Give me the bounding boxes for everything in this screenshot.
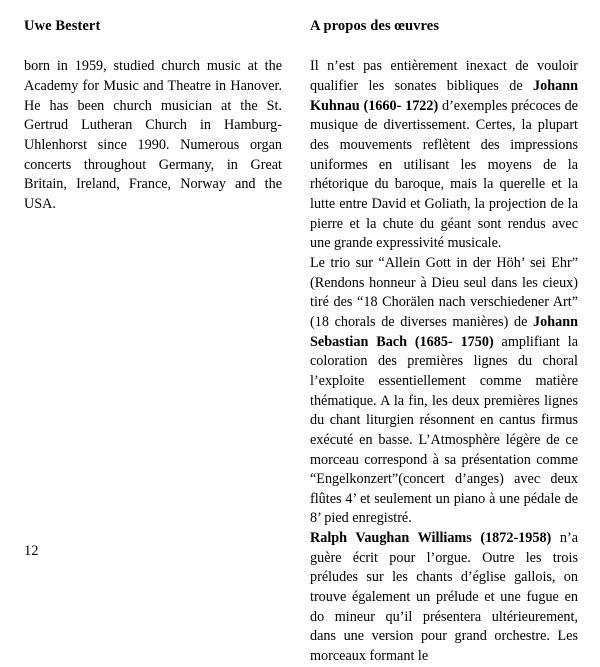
right-column xyxy=(310,18,578,667)
page-number: 12 xyxy=(24,543,39,559)
composer-name: Johann Kuhnau (1660- 1722) xyxy=(310,78,578,114)
left-column-heading: Uwe Bestert xyxy=(24,18,101,34)
composer-name: Johann Sebastian Bach (1685- 1750) xyxy=(310,313,578,350)
text-run: d’exemples précoces de musique de divertissement. Certes, la plupart des mouvements reflètent des impressions uniformes en utilisant les moyens de la rhétorique du baroque, mais la querelle et la lutte entre David et Goliath, la projection de la pierre et la chute du géant sont rendus avec une grande expressivité musicale. xyxy=(310,97,578,252)
text-run: Il n’est pas entièrement inexact de vouloir qualifier les sonates bibliques de xyxy=(310,58,578,95)
right-column-body xyxy=(310,57,578,666)
left-column xyxy=(24,18,282,215)
text-run: amplifiant la coloration des premières lignes du choral l’exploite essentiellement comme matière thématique. A la fin, les deux premières lignes du chant liturgien résonnent en cantus firmus exécuté en basse. L’Atmosphère légère de ce morceau correspond à sa présentation comme “Engelkonzert”(concert d’anges) avec deux flûtes 4’ et seulement un piano à une pédale de 8’ pied enregistré. xyxy=(310,333,578,527)
left-column-body: born in 1959, studied church music at the Academy for Music and Theatre in Hanover. He has been church musician at the St. Gertrud Lutheran Church in Hamburg-Uhlenhorst since 1990. Numerous organ concerts throughout Germany, in Great Britain, Ireland, France, Norway and the USA. xyxy=(24,58,282,212)
text-run: Le trio sur “Allein Gott in der Höh’ sei Ehr” (Rendons honneur à Dieu seul dans les cieux) tiré des “18 Chorälen nach verschiedener Art” (18 chorals de diverses manières) de xyxy=(310,254,578,330)
composer-name: Ralph Vaughan Williams (1872-1958) xyxy=(310,530,552,547)
right-column-heading: A propos des œuvres xyxy=(310,18,440,34)
text-run: n’a guère écrit pour l’orgue. Outre les trois préludes sur les chants d’église gallois, on trouve également un prélude et une fugue en do mineur qu’il présentera ultérieurement, dans une version pour grand orchestre. Les morceaux formant le xyxy=(310,530,578,665)
